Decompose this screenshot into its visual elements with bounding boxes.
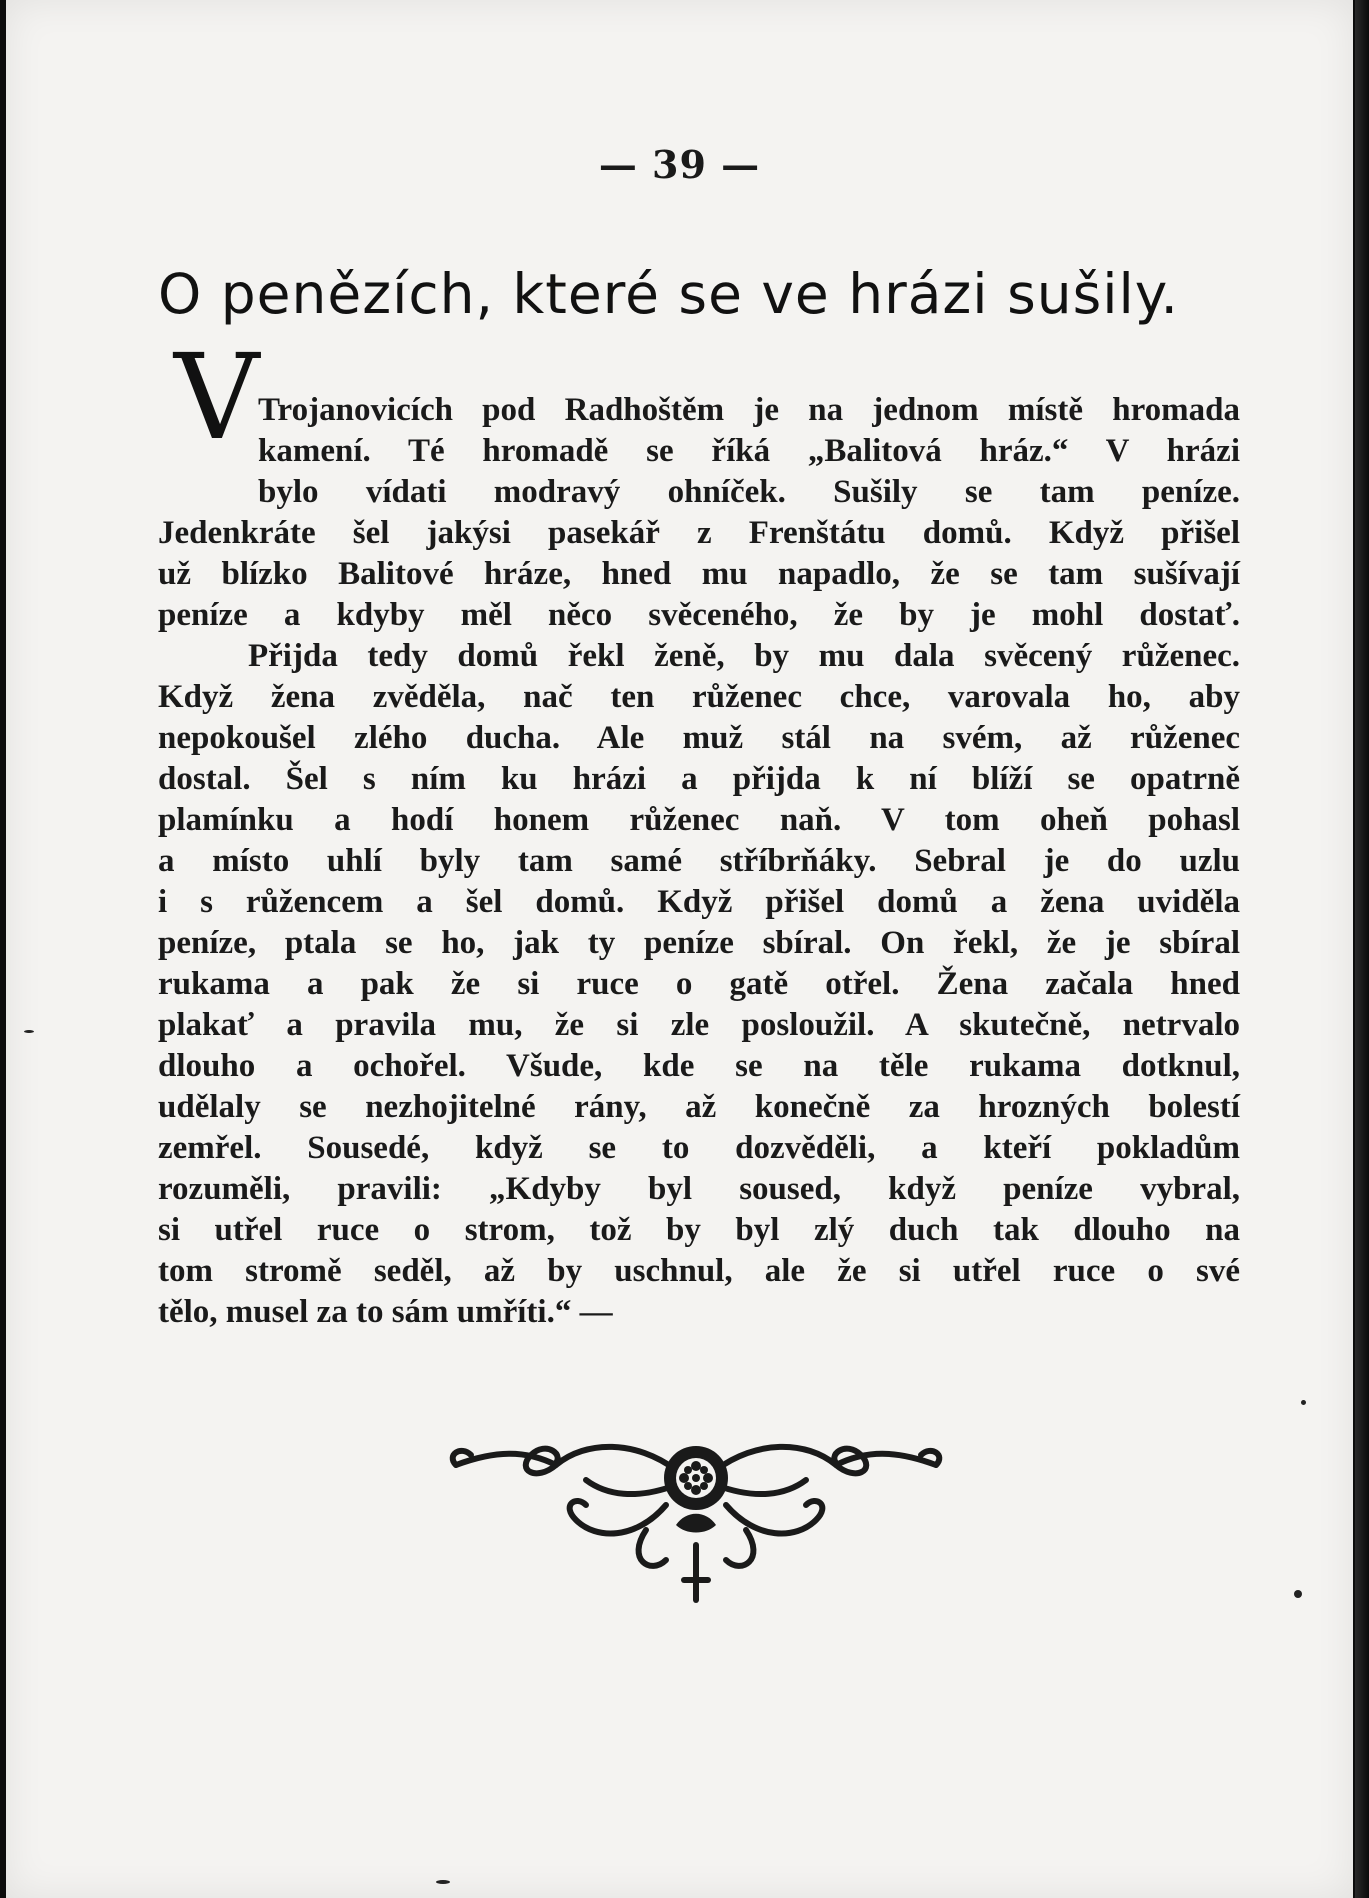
text-line: dlouho a ochořel. Všude, kde se na těle rukama dotknul, <box>158 1048 1240 1084</box>
page-edge <box>1355 0 1369 1898</box>
text-line: i s růžencem a šel domů. Když přišel domů a žena uviděla <box>158 884 1240 920</box>
drop-cap: V <box>174 328 260 466</box>
text-line: Když žena zvěděla, nač ten růženec chce, varovala ho, aby <box>158 679 1240 715</box>
floral-vignette-icon <box>436 1410 956 1610</box>
text-line: plamínku a hodí honem růženec naň. V tom oheň pohasl <box>158 802 1240 838</box>
text-line: tělo, musel za to sám umříti.“ — <box>158 1294 613 1330</box>
text-line: nepokoušel zlého ducha. Ale muž stál na svém, až růženec <box>158 720 1240 756</box>
text-line: si utřel ruce o strom, tož by byl zlý duch tak dlouho na <box>158 1212 1240 1248</box>
text-line: Jedenkráte šel jakýsi pasekář z Frenštátu domů. Když přišel <box>158 515 1240 551</box>
print-speck <box>24 1030 34 1033</box>
text-line: a místo uhlí byly tam samé stříbrňáky. Sebral je do uzlu <box>158 843 1240 879</box>
text-line: Přijda tedy domů řekl ženě, by mu dala svěcený růženec. <box>248 638 1240 674</box>
text-line: kamení. Té hromadě se říká „Balitová hráz.“ V hrázi <box>258 433 1240 469</box>
page-title: O penězích, které se ve hrázi sušily. <box>158 262 1179 326</box>
text-line: rozuměli, pravili: „Kdyby byl soused, když peníze vybral, <box>158 1171 1240 1207</box>
text-line: zemřel. Sousedé, když se to dozvěděli, a kteří pokladům <box>158 1130 1240 1166</box>
text-line: dostal. Šel s ním ku hrázi a přijda k ní blíží se opatrně <box>158 761 1240 797</box>
text-line: rukama a pak že si ruce o gatě otřel. Žena začala hned <box>158 966 1240 1002</box>
text-line: Trojanovicích pod Radhoštěm je na jednom místě hromada <box>258 392 1240 428</box>
print-speck <box>1301 1400 1306 1405</box>
text-line: už blízko Balitové hráze, hned mu napadlo, že se tam sušívají <box>158 556 1240 592</box>
book-page <box>6 0 1353 1898</box>
text-line: plakať a pravila mu, že si zle posloužil. A skutečně, netrvalo <box>158 1007 1240 1043</box>
text-line: peníze a kdyby měl něco svěceného, že by je mohl dostať. <box>158 597 1240 633</box>
print-speck <box>1294 1590 1302 1598</box>
page-number: — 39 — <box>598 142 761 187</box>
text-line: udělaly se nezhojitelné rány, až konečně za hrozných bolestí <box>158 1089 1240 1125</box>
print-speck <box>436 1880 450 1884</box>
text-line: tom stromě seděl, až by uschnul, ale že si utřel ruce o své <box>158 1253 1240 1289</box>
text-line: peníze, ptala se ho, jak ty peníze sbíral. On řekl, že je sbíral <box>158 925 1240 961</box>
text-line: bylo vídati modravý ohníček. Sušily se tam peníze. <box>258 474 1240 510</box>
